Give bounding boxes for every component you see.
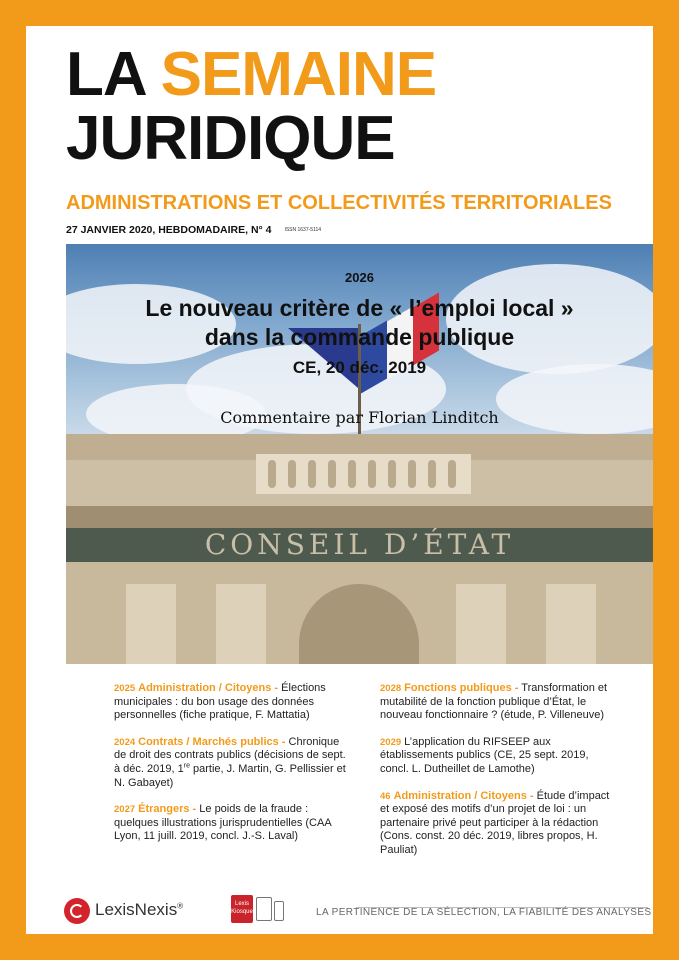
lead-article-reference: CE, 20 déc. 2019 [292, 358, 427, 377]
footer-tagline: LA PERTINENCE DE LA SÉLECTION, LA FIABILITÉ DES ANALYSES [316, 907, 652, 918]
lexisnexis-logo: LexisNexis® [95, 900, 184, 919]
summary-column-left [114, 682, 354, 857]
summary-entry[interactable]: 2029 L’application du RIFSEEP aux établissements publics (CE, 25 sept. 2019, concl. L. Dutheillet de Lamothe) [380, 735, 589, 775]
masthead-line1 [66, 40, 437, 109]
hero-image [66, 244, 653, 664]
lexis-kiosque-badge: Lexis Kiosque [231, 895, 253, 923]
issue-line [66, 224, 321, 236]
summary-entry[interactable]: 2025 Administration / Citoyens - Élections municipales : du bon usage des données personnelles (fiche pratique, F. Mattatia) [114, 682, 326, 722]
lead-article-title [66, 294, 653, 352]
summary-entry[interactable]: 2027 Étrangers - Le poids de la fraude : quelques illustrations jurisprudentielles (CAA Lyon, 11 juill. 2019, concl. J.-S. Laval) [114, 803, 332, 843]
issue-date: 27 JANVIER 2020, HEBDOMADAIRE, N° 4 [66, 224, 272, 236]
lead-article-author: Commentaire par Florian Linditch [220, 408, 499, 427]
masthead-juridique: JURIDIQUE [66, 104, 395, 173]
summary-entry[interactable]: 46 Administration / Citoyens - Étude d’impact et exposé des motifs d’un projet de loi : un partenaire privé peut participer à la rédaction (Cons. const. 20 déc. 2019, libres propos, H. Pauliat) [380, 789, 610, 856]
masthead-la: LA [66, 40, 145, 109]
lead-article-number: 2026 [345, 270, 374, 285]
issn: ISSN 1637-5114 [284, 227, 322, 234]
edition-subtitle: ADMINISTRATIONS ET COLLECTIVITÉS TERRITORIALES [66, 192, 612, 214]
frieze-inscription: CONSEIL D’ÉTAT [204, 528, 515, 561]
masthead-semaine: SEMAINE [160, 40, 437, 109]
device-icon [256, 897, 284, 921]
summary-entry[interactable]: 2024 Contrats / Marchés publics - Chronique de droit des contrats publics (décisions de sept. à déc. 2019, 1re partie, J. Martin, G. Pellissier et N. Gabayet) [114, 735, 346, 789]
lead-title-line2: dans la commande publique [204, 324, 515, 350]
lead-title-line1: Le nouveau critère de « l’emploi local » [145, 295, 574, 321]
lexisnexis-logo-icon [64, 898, 90, 924]
balustrade [256, 454, 471, 494]
summary-entry[interactable]: 2028 Fonctions publiques - Transformation et mutabilité de la fonction publique d’État, le nouveau fonctionnaire ? (étude, P. Villeneuve) [380, 682, 608, 722]
summary-column-right [380, 682, 620, 871]
cover-page [26, 26, 653, 934]
